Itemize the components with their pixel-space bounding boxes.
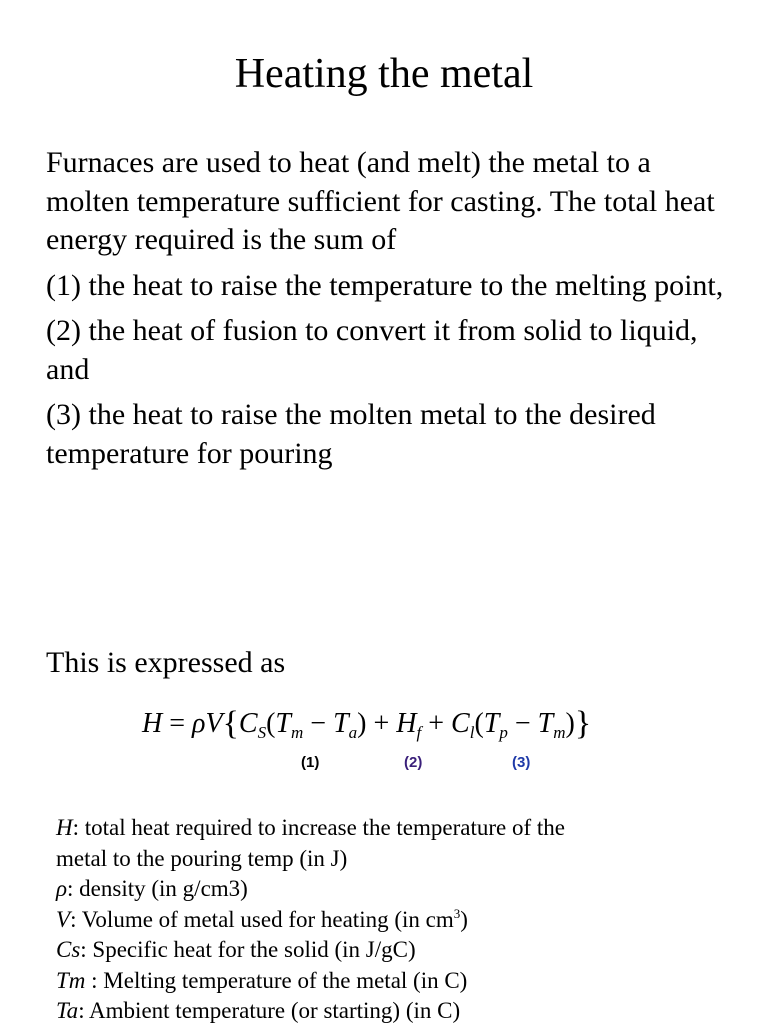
definition-tm	[56, 966, 736, 997]
eq-tm-sub: m	[291, 723, 304, 742]
intro-item-2: (2) the heat of fusion to convert it from solid to liquid, and	[46, 314, 698, 386]
intro-item-1: (1) the heat to raise the temperature to the melting point,	[46, 268, 724, 302]
intro-text	[46, 144, 736, 473]
definition-text: : density (in g/cm3)	[67, 876, 248, 901]
expressed-label: This is expressed as	[46, 646, 286, 679]
eq-minus-1: −	[303, 708, 334, 739]
eq-rho-v: ρV	[192, 708, 223, 739]
definition-symbol: ρ	[56, 876, 68, 901]
definition-text: : Volume of metal used for heating (in cm	[70, 906, 454, 932]
definition-symbol: Cs	[56, 937, 81, 962]
equation-label-1: (1)	[301, 754, 320, 771]
eq-tp: T	[483, 708, 500, 739]
eq-paren-close-2: )	[565, 708, 575, 739]
equation-label-3: (3)	[512, 754, 531, 771]
definition-h	[56, 813, 736, 844]
definition-symbol: Tm	[56, 967, 86, 993]
eq-ta: T	[333, 708, 349, 739]
eq-paren-close-1: )	[357, 708, 367, 739]
eq-cl: C	[451, 708, 470, 739]
definition-text: : Ambient temperature (or starting) (in C)	[78, 998, 461, 1023]
eq-minus-2: −	[507, 708, 538, 739]
definitions-list	[56, 813, 736, 1027]
intro-paragraph: Furnaces are used to heat (and melt) the metal to a molten temperature sufficient for casting. The total heat energy required is the sum of	[46, 146, 715, 256]
eq-close-brace: }	[574, 705, 592, 742]
eq-cl-sub: l	[469, 723, 475, 742]
eq-cs: C	[238, 708, 258, 739]
eq-tm: T	[275, 708, 291, 739]
eq-equals: =	[162, 708, 193, 739]
definition-ta	[56, 996, 736, 1027]
definition-text: : total heat required to increase the temperature of the	[72, 815, 565, 840]
definition-text: metal to the pouring temp (in J)	[56, 845, 348, 871]
eq-hf: H	[396, 708, 417, 739]
intro-item-3: (3) the heat to raise the molten metal to the desired temperature for pouring	[46, 398, 656, 470]
eq-tm2-sub: m	[553, 723, 566, 742]
eq-hf-sub: f	[416, 723, 422, 742]
eq-ta-sub: a	[348, 723, 358, 742]
definition-text: : Specific heat for the solid (in J/gC)	[80, 937, 416, 962]
equation-label-2: (2)	[404, 754, 423, 771]
definition-symbol: V	[56, 906, 71, 932]
page-title: Heating the metal	[234, 51, 534, 97]
eq-cs-sub: S	[257, 723, 267, 742]
eq-h: H	[142, 708, 163, 739]
definition-symbol: Ta	[56, 998, 79, 1023]
definition-cs	[56, 935, 736, 966]
eq-tm2: T	[537, 708, 554, 739]
eq-paren-open-2: (	[474, 708, 484, 739]
definition-v	[56, 905, 736, 936]
definition-h-continued	[56, 844, 736, 875]
definition-text-end: )	[460, 906, 468, 932]
eq-paren-open-1: (	[266, 708, 276, 739]
eq-plus-2: +	[421, 708, 452, 739]
definition-rho	[56, 874, 736, 905]
eq-tp-sub: p	[499, 723, 508, 742]
eq-open-brace: {	[222, 705, 239, 742]
heat-equation	[142, 702, 591, 746]
eq-plus-1: +	[366, 708, 397, 739]
definition-text: : Melting temperature of the metal (in C)	[85, 967, 468, 993]
definition-superscript: 3	[453, 905, 461, 921]
definition-symbol: H	[56, 815, 73, 840]
